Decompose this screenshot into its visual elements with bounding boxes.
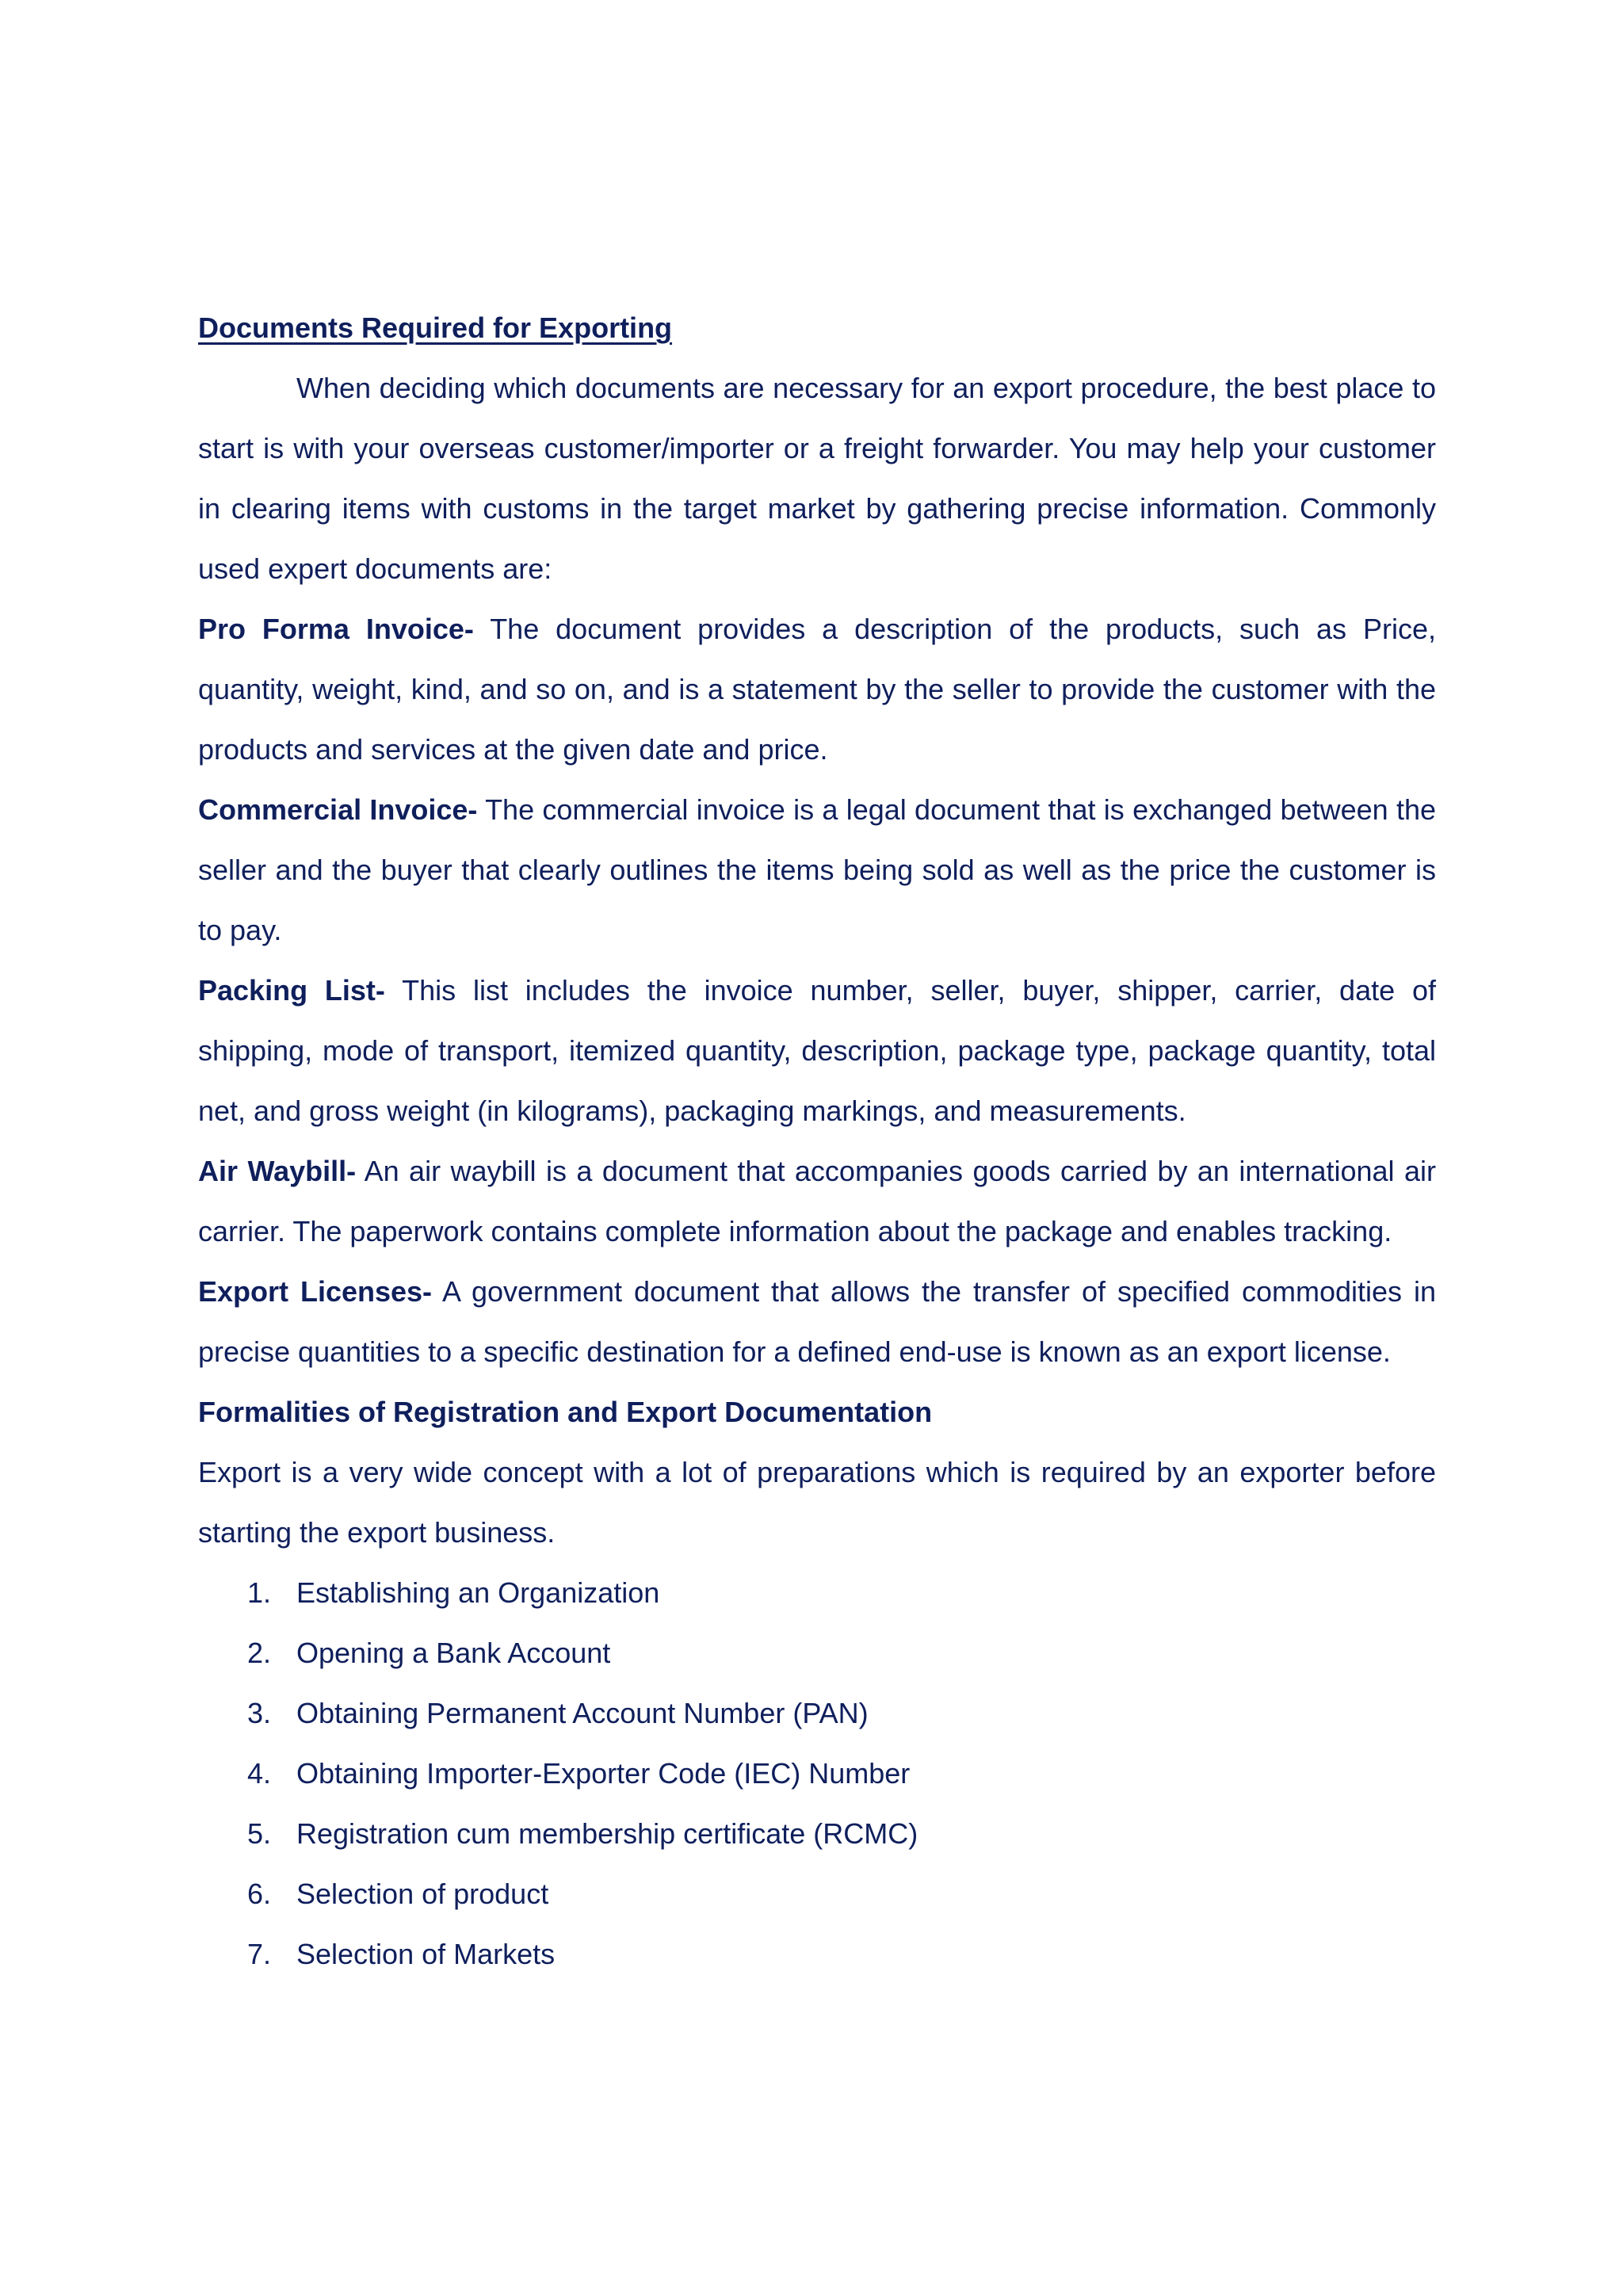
list-item-text: Establishing an Organization bbox=[296, 1576, 660, 1609]
list-item bbox=[198, 1804, 1436, 1864]
list-item bbox=[198, 1864, 1436, 1924]
doc-item-packing-list bbox=[198, 961, 1436, 1141]
section-intro-paragraph: When deciding which documents are necessary for an export procedure, the best place to start is with your overseas customer/importer or a freight forwarder. You may help your customer in clearing items with customs in the target market by gathering precise information. Commonly used expert documents are: bbox=[198, 372, 1436, 585]
doc-description: An air waybill is a document that accompanies goods carried by an international air carrier. The paperwork contains complete information about the package and enables tracking. bbox=[198, 1155, 1436, 1247]
list-item-text: Selection of Markets bbox=[296, 1938, 556, 1970]
doc-term: Air Waybill- bbox=[198, 1155, 357, 1187]
doc-description: A government document that allows the transfer of specified commodities in precise quantities to a specific destination for a defined end-use is known as an export license. bbox=[198, 1275, 1436, 1368]
list-number: 2. bbox=[247, 1637, 272, 1669]
list-number: 7. bbox=[247, 1938, 272, 1970]
list-item-text: Obtaining Permanent Account Number (PAN) bbox=[296, 1697, 869, 1729]
document-page bbox=[198, 298, 1436, 1985]
doc-description: This list includes the invoice number, seller, buyer, shipper, carrier, date of shipping, mode of transport, itemized quantity, description, package type, package quantity, total net, and gross weight (in kilograms), packaging markings, and measurements. bbox=[198, 974, 1436, 1127]
doc-term: Export Licenses- bbox=[198, 1275, 433, 1308]
list-number: 5. bbox=[247, 1817, 272, 1850]
formalities-list bbox=[198, 1563, 1436, 1985]
list-number: 4. bbox=[247, 1757, 272, 1790]
doc-term: Commercial Invoice- bbox=[198, 793, 478, 826]
section-title-documents-required: Documents Required for Exporting bbox=[198, 311, 673, 344]
list-item bbox=[198, 1924, 1436, 1985]
doc-description: The document provides a description of the products, such as Price, quantity, weight, kind, and so on, and is a statement by the seller to provide the customer with the products and services at the given date and price. bbox=[198, 613, 1436, 766]
list-item-text: Registration cum membership certificate (RCMC) bbox=[296, 1817, 918, 1850]
list-number: 1. bbox=[247, 1576, 272, 1609]
list-item-text: Selection of product bbox=[296, 1878, 549, 1910]
doc-item-commercial-invoice bbox=[198, 780, 1436, 961]
list-number: 3. bbox=[247, 1697, 272, 1729]
doc-description: The commercial invoice is a legal document that is exchanged between the seller and the buyer that clearly outlines the items being sold as well as the price the customer is to pay. bbox=[198, 793, 1436, 946]
doc-term: Pro Forma Invoice- bbox=[198, 613, 474, 645]
doc-item-pro-forma-invoice bbox=[198, 599, 1436, 780]
list-item bbox=[198, 1683, 1436, 1744]
formalities-intro-paragraph: Export is a very wide concept with a lot of preparations which is required by an exporter before starting the export business. bbox=[198, 1456, 1436, 1549]
list-item-text: Obtaining Importer-Exporter Code (IEC) Number bbox=[296, 1757, 911, 1790]
doc-item-air-waybill bbox=[198, 1141, 1436, 1262]
doc-term: Packing List- bbox=[198, 974, 385, 1007]
list-number: 6. bbox=[247, 1878, 272, 1910]
list-item bbox=[198, 1623, 1436, 1683]
list-item bbox=[198, 1563, 1436, 1623]
section-title-formalities: Formalities of Registration and Export Documentation bbox=[198, 1396, 933, 1428]
doc-item-export-licenses bbox=[198, 1262, 1436, 1382]
list-item bbox=[198, 1744, 1436, 1804]
list-item-text: Opening a Bank Account bbox=[296, 1637, 611, 1669]
